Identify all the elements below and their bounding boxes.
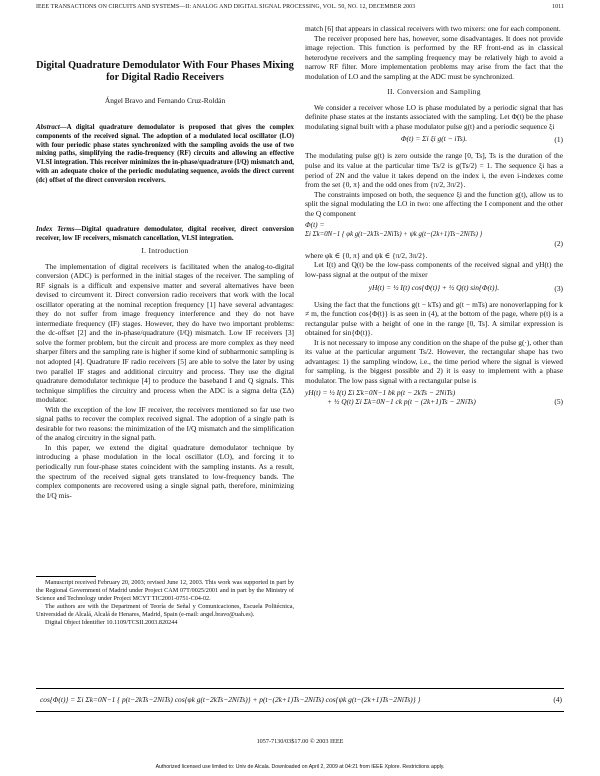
copyright-line: 1057-7130/03$17.00 © 2003 IEEE [256,738,344,745]
intro-paragraph: In this paper, we extend the digital quadrature demodulator technique by introducing a phase modulation in the local oscillator (LO), and forcing it to periodically run four-phase states coincident with the sampling instants. As a result, the spectrum of the received signal gets translated to low-frequency bands. The complex components are recovered using a single signal path, therefore, minimizing the I/Q mis- [36,442,294,500]
running-header [36,4,564,16]
equation-5-line-2 [305,397,563,407]
equation-3 [305,280,563,300]
equation-5 [305,388,563,407]
equation-4 [36,688,564,712]
page-number: 1011 [552,4,564,10]
equation-1-body: Φ(t) = Σi ξi g(t − iTs). [400,134,468,144]
equation-2-lhs: Φ(t) = [305,220,325,230]
body-paragraph: The modulating pulse g(t) is zero outside the range [0, Ts], Ts is the duration of the pulse and its value at the particular time Ts/2 is g(Ts/2) = 1. The sequence ξi has a period of 2N and the value it takes depend on the index i, the even i-indexes come from the set {0, π} and the odd ones from {π/2, 3π/2}. [305,151,563,190]
equation-1 [305,131,563,151]
equation-3-number: (3) [554,283,563,293]
footnote-rule [36,576,96,577]
equation-5-line-1: yH(t) = ½ I(t) Σi Σk=0N−1 bk p(t − 2kTs − 2NiTs) [305,387,456,397]
footnote-manuscript: Manuscript received February 20, 2003; revised June 12, 2003. This work was supported in part by the Regional Government of Madrid under Project CAM 07T/0025/2001 and in part by the Ministry of Science and Technology under Project MCYT TIC2001-0751-C04-02. [36,579,294,602]
section-heading-introduction: I. Introduction [141,246,189,255]
footnote-affiliation: The authors are with the Department of Teoría de Señal y Comunicaciones, Escuela Politécnica, Universidad de Alcalá, Alcalá de Henares, Madrid, Spain (e-mail: angel.bravo@uah.es). [36,602,294,618]
license-notice: Authorized licensed use limited to: Univ de Alcala. Downloaded on April 2, 2009 at 04:21 from IEEE Xplore. Restrictions apply. [155,764,445,770]
body-paragraph: Let I(t) and Q(t) be the low-pass components of the received signal and yH(t) the low-pass signal at the output of the mixer [305,260,563,280]
body-paragraph: match [6] that appears in classical receivers with two mixers: one for each component. [305,24,561,33]
equation-4-number: (4) [553,695,562,704]
body-paragraph: The constraints imposed on both, the sequence ξi and the function g(t), allow us to split the signal modulating the LO in two: one affecting the I component and the other the Q component [305,189,563,218]
equation-2-rhs: Σi Σk=0N−1 { φk g(t−2kTs−2NiTs) + ψk g(t−(2k+1)Ts−2NiTs) } [305,230,483,238]
footnotes [36,576,294,626]
equation-5-number: (5) [554,397,563,407]
right-column [305,24,563,409]
equation-1-number: (1) [554,135,563,145]
abstract-label: Abstract— [36,124,67,131]
equation-2-number: (2) [554,239,563,249]
body-paragraph: The receiver proposed here has, however, some disadvantages. It does not provide image rejection. This function is performed by the RF front-end as in classical heterodyne receivers and the sampling frequency may be relatively high to avoid a narrow RF filter. More implementation problems may arise from the fact that the modulation of LO and the sampling at the ADC must be synchronized. [305,33,563,81]
section-heading-conversion: II. Conversion and Sampling [387,87,481,97]
index-terms-label: Index Terms— [36,226,82,233]
abstract [36,124,294,186]
abstract-text: A digital quadrature demodulator is proposed that gives the complex components of the received signal. The adoption of a modulated local oscillator (LO) with four periodic phase states synchronized with the sampling avoids the use of two mixing paths, simplifying the radio-frequency (RF) circuits and allowing an effective VLSI integration. This receiver minimizes the in-phase/quadrature (I/Q) mismatch and, with an adequate choice of the periodic modulating sequence, avoids the direct current (dc) offset of the direct conversion receivers. [36,124,294,184]
body-paragraph: where φk ∈ {0, π} and ψk ∈ {π/2, 3π/2}. [305,250,428,260]
equation-2 [305,220,563,249]
index-terms-text: Digital quadrature demodulator, digital receiver, direct conversion receiver, low IF receivers, mismatch cancellation, VLSI integration. [36,226,294,242]
footnote-doi: Digital Object Identifier 10.1109/TCSII.2003.820244 [45,618,178,626]
body-paragraph: We consider a receiver whose LO is phase modulated by a periodic signal that has definite phase states at the instants associated with the sampling. Let Φ(t) be the phase modulating signal built with a phase modulator pulse g(t) and a periodic sequence ξi [305,102,563,131]
journal-header: IEEE TRANSACTIONS ON CIRCUITS AND SYSTEMS—II: ANALOG AND DIGITAL SIGNAL PROCESSING, VOL. 50, NO. 12, DECEMBER 2003 [36,4,416,10]
body-paragraph: It is not necessary to impose any condition on the shape of the pulse g(·), other than its value at the particular argument Ts/2. However, the rectangular shape has two advantages: 1) the sampling window, i.e., the time period where the signal is viewed for sampling, is the biggest possible and 2) it is easy to implement with a phase modulator. The low pass signal with a rectangular pulse is [305,337,563,385]
paper-title: Digital Quadrature Demodulator With Four Phases Mixing for Digital Radio Receivers [36,60,294,83]
equation-5-line-2-text: + ½ Q(t) Σi Σk=0N−1 ck p(t − (2k+1)Ts − 2NiTs) [327,397,476,407]
intro-paragraph: With the exception of the low IF receiver, the receivers mentioned so far use two signal paths to recover the complex received signal. The adoption of a single path is desirable for two reasons: the minimization of the I/Q mismatch and the simplification of the analog circuitry in the signal path. [36,404,294,443]
introduction-section [36,240,294,500]
equation-4-body: cos{Φ(t)} = Σi Σk=0N−1 { p(t−2kTs−2NiTs) cos{φk g(t−2kTs−2NiTs)} + p(t−(2k+1)Ts−2NiTs) cos{ψk g(t−(2k+1)Ts−2NiTs)} } [40,695,421,704]
author-list: Ángel Bravo and Fernando Cruz-Roldán [104,96,226,105]
intro-paragraph: The implementation of digital receivers is facilitated when the analog-to-digital conversion (ADC) is performed in the initial stages of the receiver. The sampling of RF signals is a difficult and expensive matter and several alternatives have been devised to circumvent it. Direct conversion radio receivers that work with the local oscillator operating at the nominal reception frequency [1] have several advantages: they do not suffer from image frequency interference and they do not have intermediate frequency (IF) stages. However, they do have two important problems: the dc-offset [2] and the in-phase/quadrature (I/Q) mismatch. Low IF receivers [3] solve the former problem, but the circuit and process are more complex as they need sharper filters and the sampling rate is higher if some kind of subharmonic sampling is not adopted [4]. Quadrature IF radio receivers [5] are able to solve the later by using two parallel IF stages and additional circuitry and process. They use the digital quadrature demodulator technique [4] to produce the baseband I and Q signals. This technique simplifies the circuitry and process when the ADC is a sigma delta (ΣΔ) modulator. [36,261,294,405]
body-paragraph: Using the fact that the functions g(t − kTs) and g(t − mTs) are nonoverlapping for k ≠ m, the function cos{Φ(t)} is as seen in (4), at the bottom of the page, where p(t) is a rectangular pulse with a height of one in the range [0, Ts]. A similar expression is obtained for sin{Φ(t)}. [305,299,563,338]
equation-3-body: yH(t) = ½ I(t) cos{Φ(t)} + ½ Q(t) sin{Φ(t)}. [368,282,500,292]
